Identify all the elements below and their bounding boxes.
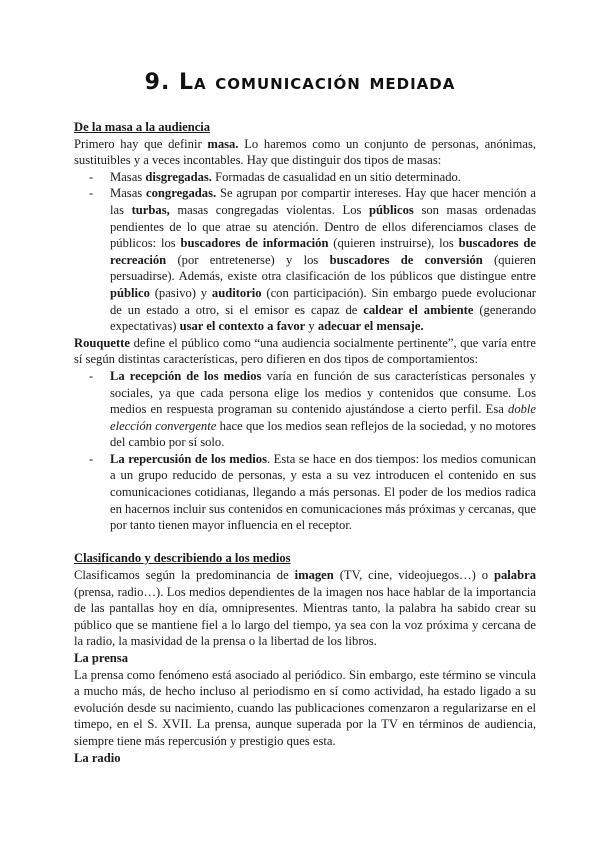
list-item: - Masas congregadas. Se agrupan por compartir intereses. Hay que hacer mención a las turbas, masas congregadas violentas. Los públicos son masas ordenadas pendientes de lo que atrae su atención. Dentro de ellos diferenciamos clases de públicos: los buscadores de información (quieren instruirse), los buscadores de recreación (por entretenerse) y los buscadores de conversión (quieren persuadirse). Además, existe otra clasificación de los públicos que distingue entre público (pasivo) y auditorio (con participación). Sin embargo puede evolucionar de un estado a otro, si el emisor es capaz de caldear el ambiente (generando expectativas) usar el contexto a favor y adecuar el mensaje. <box>110 185 536 334</box>
list-item: - La recepción de los medios varía en función de sus características personales y sociales, ya que cada persona elige los medios y contenidos que consume. Los medios en respuesta programan su contenido ajustándose a cierto perfil. Esa doble elección convergente hace que los medios sean reflejos de la sociedad, y no motores del cambio por sí solo. <box>110 368 536 451</box>
paragraph: Clasificamos según la predominancia de imagen (TV, cine, videojuegos…) o palabra (prensa, radio…). Los medios dependientes de la imagen nos hace hablar de la importancia de las pantallas hoy en día, omnipresentes. Mientras tanto, la palabra ha sabido crear su público que se mantiene fiel a lo largo del tiempo, ya sea con la voz próxima y cercana de la radio, la masividad de la prensa o la libertad de los libros. <box>74 568 536 649</box>
behaviour-list <box>74 368 536 534</box>
paragraph: Rouquette define el público como “una audiencia socialmente pertinente”, que varía entre sí según distintas características, pero difieren en dos tipos de comportamientos: <box>74 335 536 367</box>
paragraph: La prensa como fenómeno está asociado al periódico. Sin embargo, este término se vincula a mucho más, de hecho incluso al periodismo en sí como actividad, ha estado ligado a su evolución desde su nacimiento, cuando las publicaciones comenzaron a regularizarse en el timepo, en el S. XVII. La prensa, aunque superada por la TV en términos de audiencia, siempre tiene más repercusión y prestigio ques esta. <box>74 667 536 748</box>
document-body <box>74 119 536 766</box>
section-heading: Clasificando y describiendo a los medios <box>74 551 291 566</box>
paragraph: Primero hay que definir masa. Lo haremos como un conjunto de personas, anónimas, sustituibles y a veces incontables. Hay que distinguir dos tipos de masas: <box>74 136 536 168</box>
list-item: - Masas disgregadas. Formadas de casualidad en un sitio determinado. <box>110 169 536 186</box>
page-title: 9. La comunicación mediada <box>144 70 456 95</box>
mass-types-list <box>74 169 536 335</box>
subsection-heading: La prensa <box>74 651 129 665</box>
section-heading: De la masa a la audiencia <box>74 120 211 134</box>
spacer <box>74 534 536 551</box>
list-item: - La repercusión de los medios. Esta se hace en dos tiempos: los medios comunican a un grupo reducido de personas, y esta a su vez introducen el contenido en sus comunicaciones cotidianas, llegando a más personas. El poder de los medios radica en hacernos incluir sus contenidos en comunicaciones más próximas y cercanas, que por tanto tienen mayor influencia en el receptor. <box>110 451 536 534</box>
subsection-heading: La radio <box>74 750 121 765</box>
